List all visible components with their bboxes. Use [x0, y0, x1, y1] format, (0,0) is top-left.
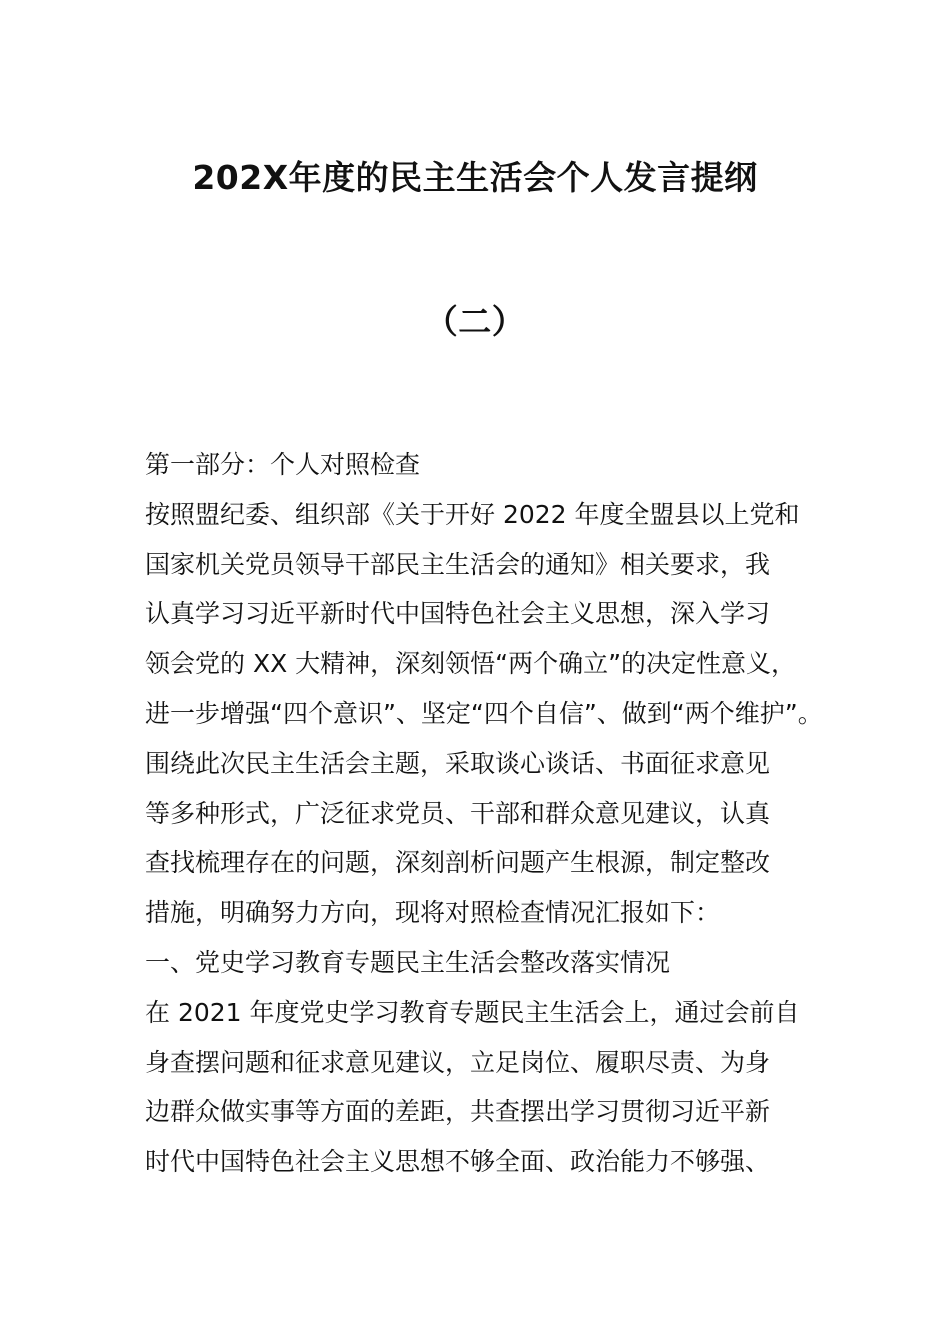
body-line: 领会党的 XX 大精神，深刻领悟“两个确立”的决定性意义，	[145, 649, 797, 679]
body-line: 在 2021 年度党史学习教育专题民主生活会上，通过会前自	[145, 997, 800, 1027]
document-title: 202X年度的民主生活会个人发言提纲	[192, 158, 758, 197]
body-line: 按照盟纪委、组织部《关于开好 2022 年度全盟县以上党和	[145, 499, 800, 529]
document-subtitle: （二）	[424, 302, 526, 341]
body-line: 进一步增强“四个意识”、坚定“四个自信”、做到“两个维护”。	[145, 698, 823, 728]
body-line: 查找梳理存在的问题，深刻剖析问题产生根源，制定整改	[145, 848, 771, 878]
body-line: 措施，明确努力方向，现将对照检查情况汇报如下：	[145, 898, 721, 928]
body-line: 身查摆问题和征求意见建议，立足岗位、履职尽责、为身	[145, 1047, 771, 1077]
body-line: 边群众做实事等方面的差距，共查摆出学习贯彻习近平新	[145, 1097, 771, 1127]
body-line: 国家机关党员领导干部民主生活会的通知》相关要求，我	[145, 549, 771, 579]
document-body	[145, 440, 835, 1187]
section-heading: 第一部分：个人对照检查	[145, 450, 421, 479]
body-line: 认真学习习近平新时代中国特色社会主义思想，深入学习	[145, 599, 771, 629]
body-line: 时代中国特色社会主义思想不够全面、政治能力不够强、	[145, 1147, 771, 1177]
section-heading: 一、党史学习教育专题民主生活会整改落实情况	[145, 947, 671, 977]
body-line: 围绕此次民主生活会主题，采取谈心谈话、书面征求意见	[145, 748, 771, 778]
body-line: 等多种形式，广泛征求党员、干部和群众意见建议，认真	[145, 798, 771, 828]
